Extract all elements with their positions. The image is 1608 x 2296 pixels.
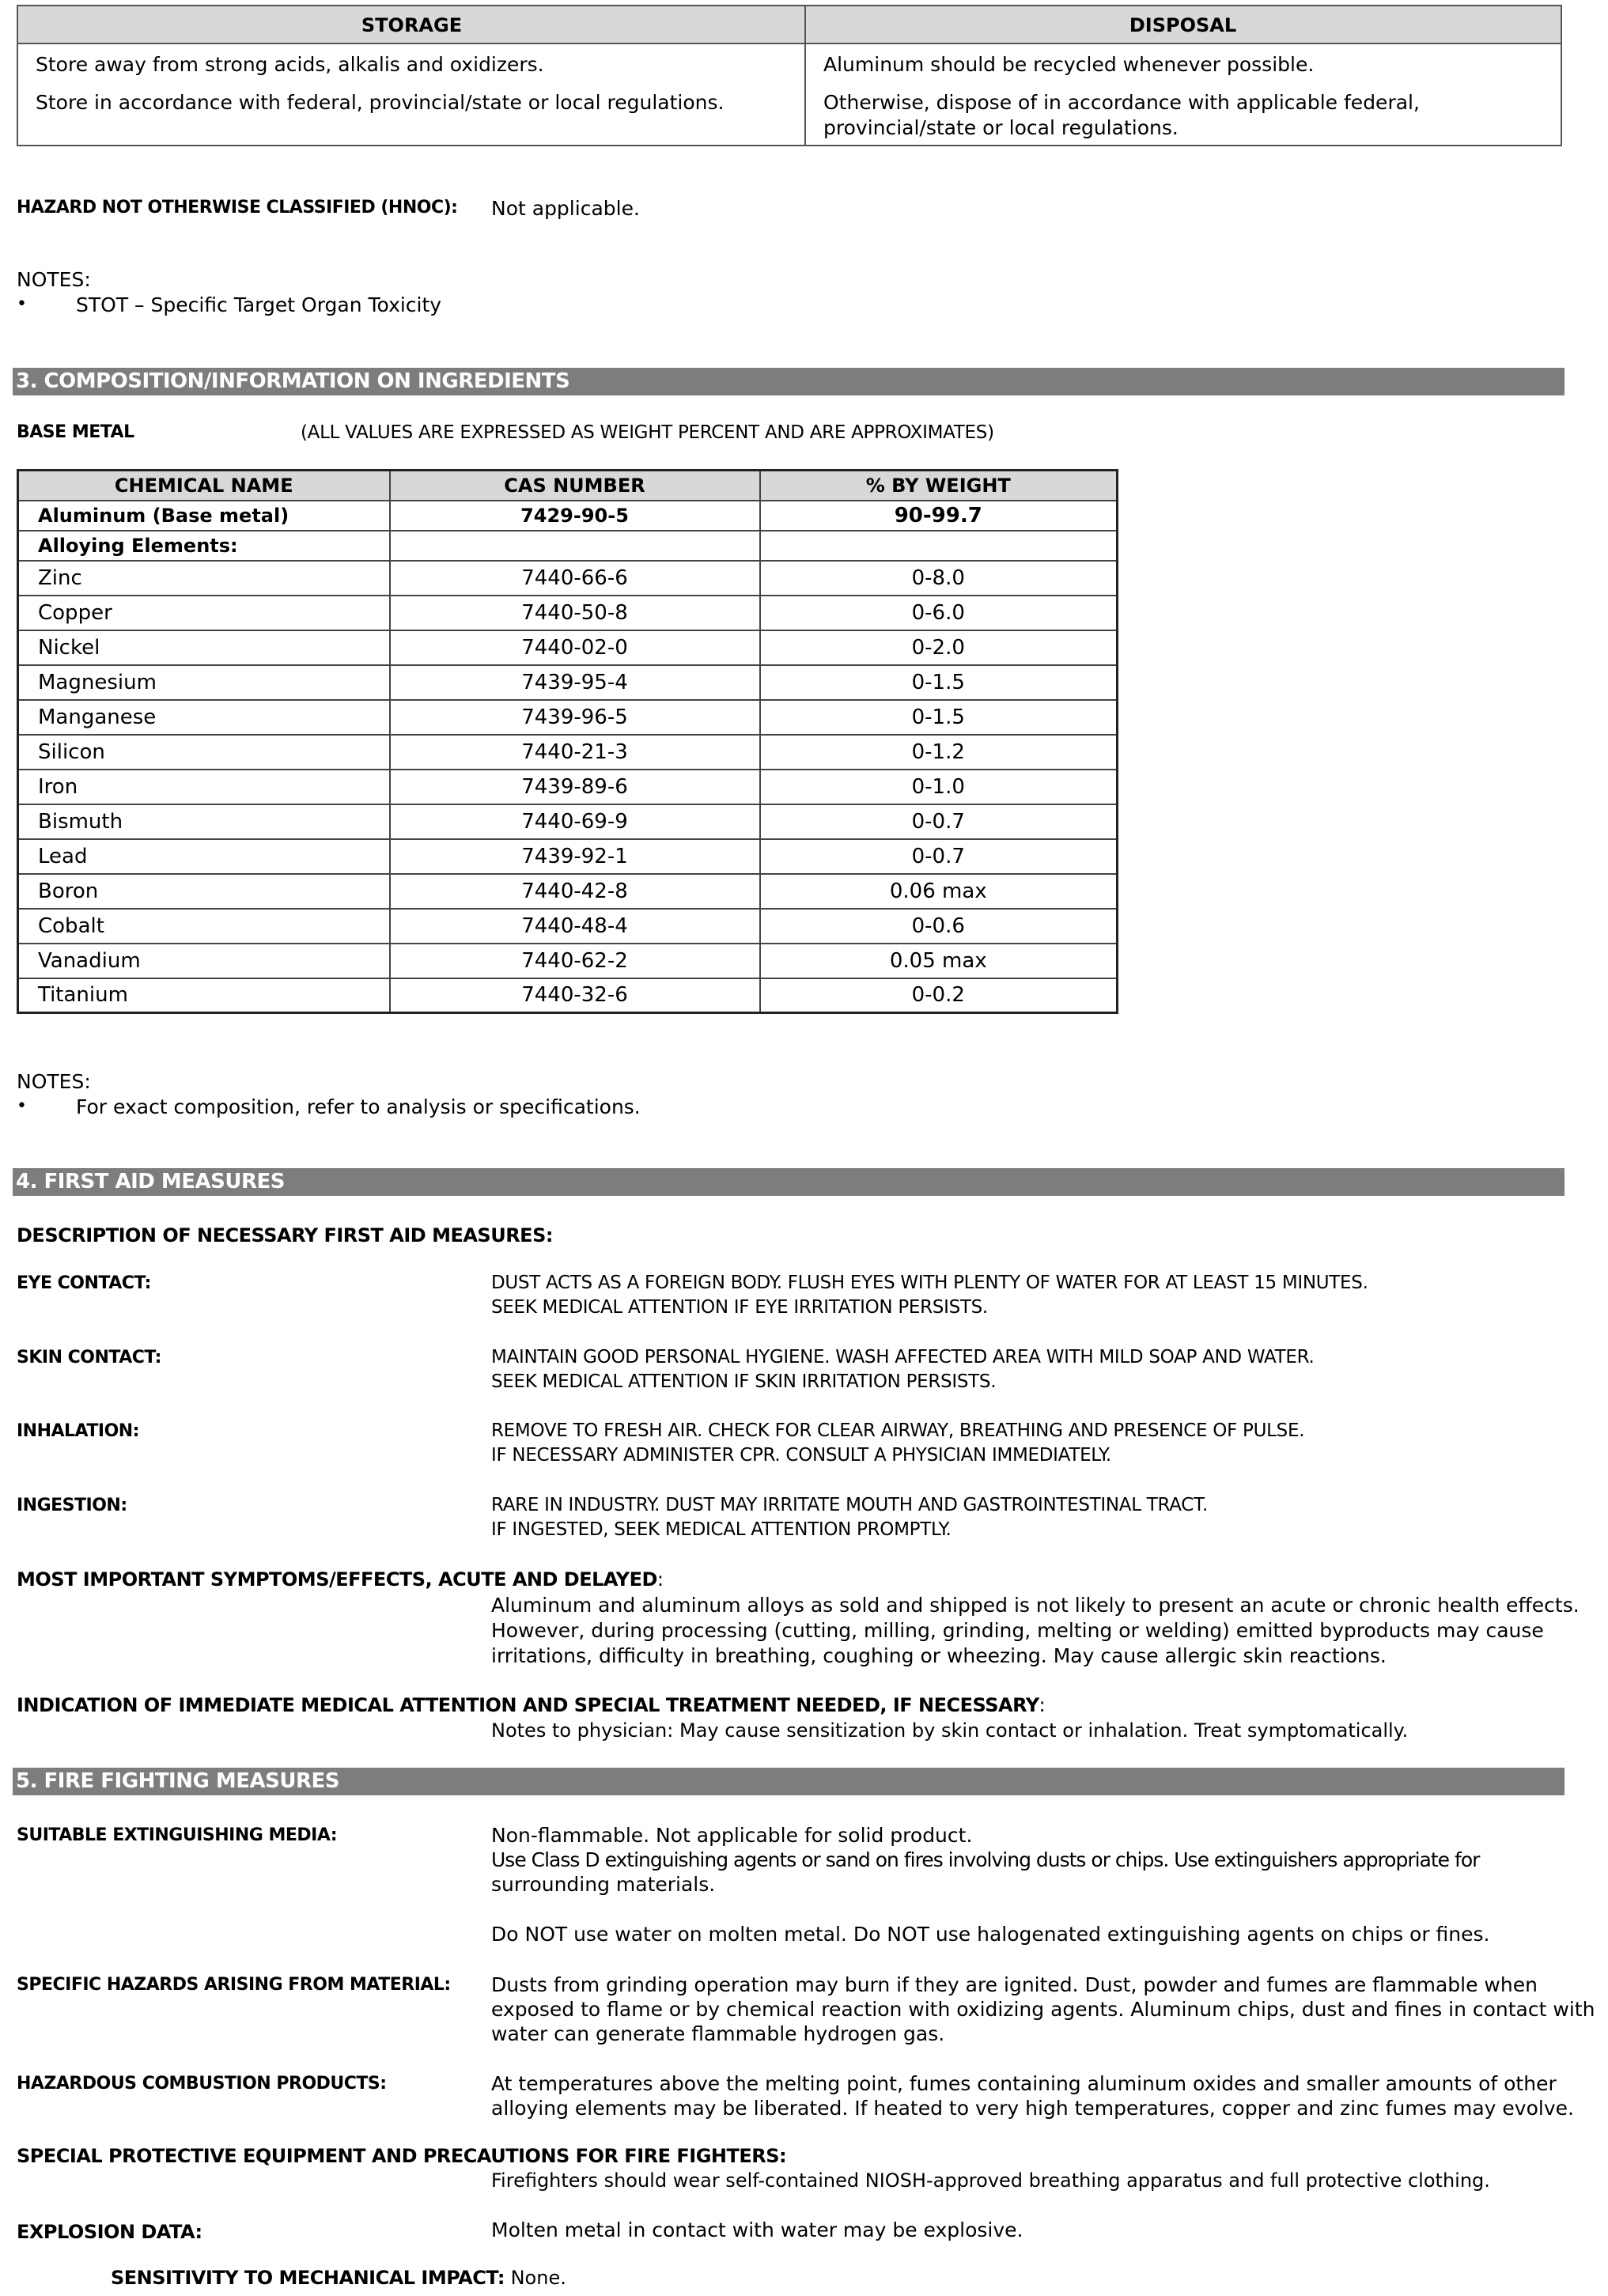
extinguishing-media-water: Do NOT use water on molten metal. Do NOT use halogenated extinguishing agents on chips or fines. bbox=[491, 1923, 1490, 1946]
chemical-name: Cobalt bbox=[18, 909, 390, 944]
weight-percent: 90-99.7 bbox=[760, 501, 1118, 531]
chemical-name: Manganese bbox=[18, 700, 390, 735]
symptoms-colon: : bbox=[656, 1568, 664, 1591]
cas-number: 7440-50-8 bbox=[390, 596, 760, 630]
table-row bbox=[18, 804, 1118, 839]
weight-percent: 0-1.0 bbox=[760, 770, 1118, 804]
table-row bbox=[18, 665, 1118, 700]
cas-number: 7439-89-6 bbox=[390, 770, 760, 804]
specific-hazards-text: exposed to flame or by chemical reaction with oxidizing agents. Aluminum chips, dust and fines in contact with bbox=[491, 1998, 1595, 2021]
chemical-name: Vanadium bbox=[18, 944, 390, 978]
chemical-name: Magnesium bbox=[18, 665, 390, 700]
alloying-label: Alloying Elements: bbox=[18, 531, 390, 561]
empty-cell bbox=[390, 531, 760, 561]
table-row bbox=[18, 978, 1118, 1013]
section-4-header: 4. FIRST AID MEASURES bbox=[13, 1168, 1564, 1196]
explosion-data-label: EXPLOSION DATA: bbox=[17, 2221, 202, 2243]
weight-percent: 0-0.7 bbox=[760, 839, 1118, 874]
chemical-name: Zinc bbox=[18, 561, 390, 596]
ingestion-label: INGESTION: bbox=[17, 1496, 127, 1515]
ppe-text: Firefighters should wear self-contained NIOSH-approved breathing apparatus and full protective clothing. bbox=[491, 2169, 1490, 2192]
chemical-name: Titanium bbox=[18, 978, 390, 1013]
column-header: % BY WEIGHT bbox=[760, 471, 1118, 501]
extinguishing-media-label: SUITABLE EXTINGUISHING MEDIA: bbox=[17, 1825, 338, 1845]
explosion-data-text: Molten metal in contact with water may be explosive. bbox=[491, 2218, 1023, 2241]
table-row bbox=[18, 944, 1118, 978]
storage-header: STORAGE bbox=[18, 6, 805, 44]
table-row bbox=[18, 630, 1118, 665]
bullet-icon: • bbox=[17, 294, 27, 314]
weight-percent: 0-0.7 bbox=[760, 804, 1118, 839]
weight-percent: 0.06 max bbox=[760, 874, 1118, 909]
composition-table bbox=[17, 469, 1118, 1014]
hnoc-label: HAZARD NOT OTHERWISE CLASSIFIED (HNOC): bbox=[17, 198, 458, 217]
disposal-line: Otherwise, dispose of in accordance with applicable federal, bbox=[823, 91, 1420, 114]
first-aid-subheading: DESCRIPTION OF NECESSARY FIRST AID MEASURES: bbox=[17, 1224, 553, 1246]
base-metal-note: (ALL VALUES ARE EXPRESSED AS WEIGHT PERCENT AND ARE APPROXIMATES) bbox=[301, 422, 994, 443]
weight-percent: 0-0.2 bbox=[760, 978, 1118, 1013]
weight-percent: 0-6.0 bbox=[760, 596, 1118, 630]
ingestion-text: RARE IN INDUSTRY. DUST MAY IRRITATE MOUTH AND GASTROINTESTINAL TRACT. bbox=[491, 1495, 1209, 1515]
table-row bbox=[18, 596, 1118, 630]
empty-cell bbox=[760, 531, 1118, 561]
inhalation-text: IF NECESSARY ADMINISTER CPR. CONSULT A PHYSICIAN IMMEDIATELY. bbox=[491, 1445, 1111, 1466]
extinguishing-media-text: surrounding materials. bbox=[491, 1873, 716, 1896]
disposal-line: Aluminum should be recycled whenever possible. bbox=[823, 53, 1315, 76]
section-3-header: 3. COMPOSITION/INFORMATION ON INGREDIENTS bbox=[13, 368, 1564, 395]
weight-percent: 0.05 max bbox=[760, 944, 1118, 978]
cas-number: 7440-02-0 bbox=[390, 630, 760, 665]
storage-line: Store away from strong acids, alkalis and oxidizers. bbox=[36, 53, 544, 76]
table-row bbox=[18, 909, 1118, 944]
table-row bbox=[18, 735, 1118, 770]
cas-number: 7439-95-4 bbox=[390, 665, 760, 700]
weight-percent: 0-1.2 bbox=[760, 735, 1118, 770]
indication-text: Notes to physician: May cause sensitization by skin contact or inhalation. Treat symptomatically. bbox=[491, 1719, 1409, 1742]
cas-number: 7439-96-5 bbox=[390, 700, 760, 735]
skin-contact-text: MAINTAIN GOOD PERSONAL HYGIENE. WASH AFFECTED AREA WITH MILD SOAP AND WATER. bbox=[491, 1347, 1315, 1367]
chemical-name: Copper bbox=[18, 596, 390, 630]
chemical-name: Iron bbox=[18, 770, 390, 804]
column-header: CAS NUMBER bbox=[390, 471, 760, 501]
cas-number: 7440-69-9 bbox=[390, 804, 760, 839]
combustion-products-text: alloying elements may be liberated. If heated to very high temperatures, copper and zinc fumes may evolve. bbox=[491, 2097, 1574, 2120]
cas-number: 7440-42-8 bbox=[390, 874, 760, 909]
notes-label: NOTES: bbox=[17, 268, 91, 291]
sensitivity-value: None. bbox=[504, 2267, 566, 2289]
cas-number: 7440-62-2 bbox=[390, 944, 760, 978]
storage-disposal-table bbox=[17, 5, 1562, 146]
hnoc-value: Not applicable. bbox=[491, 197, 640, 220]
section-5-header: 5. FIRE FIGHTING MEASURES bbox=[13, 1768, 1564, 1795]
table-row bbox=[18, 770, 1118, 804]
skin-contact-text: SEEK MEDICAL ATTENTION IF SKIN IRRITATION PERSISTS. bbox=[491, 1371, 997, 1392]
symptoms-text: However, during processing (cutting, milling, grinding, melting or welding) emitted byproducts may cause bbox=[491, 1619, 1544, 1642]
chemical-name: Boron bbox=[18, 874, 390, 909]
symptoms-heading bbox=[17, 1568, 664, 1591]
symptoms-label: MOST IMPORTANT SYMPTOMS/EFFECTS, ACUTE AND DELAYED bbox=[17, 1568, 657, 1591]
extinguishing-media-text: Use Class D extinguishing agents or sand on fires involving dusts or chips. Use extinguishers appropriate for bbox=[491, 1848, 1480, 1871]
chemical-name: Aluminum (Base metal) bbox=[18, 501, 390, 531]
storage-line: Store in accordance with federal, provincial/state or local regulations. bbox=[36, 91, 725, 114]
combustion-products-text: At temperatures above the melting point, fumes containing aluminum oxides and smaller amounts of other bbox=[491, 2072, 1557, 2095]
indication-heading bbox=[17, 1694, 1046, 1716]
cas-number: 7440-21-3 bbox=[390, 735, 760, 770]
indication-colon: : bbox=[1039, 1694, 1046, 1716]
table-row bbox=[18, 839, 1118, 874]
cas-number: 7440-48-4 bbox=[390, 909, 760, 944]
symptoms-text: irritations, difficulty in breathing, coughing or wheezing. May cause allergic skin reactions. bbox=[491, 1644, 1387, 1667]
indication-label: INDICATION OF IMMEDIATE MEDICAL ATTENTION AND SPECIAL TREATMENT NEEDED, IF NECESSARY bbox=[17, 1694, 1039, 1716]
table-row bbox=[18, 501, 1118, 531]
specific-hazards-text: Dusts from grinding operation may burn if they are ignited. Dust, powder and fumes are flammable when bbox=[491, 1973, 1538, 1996]
notes-label: NOTES: bbox=[17, 1070, 91, 1093]
ingestion-text: IF INGESTED, SEEK MEDICAL ATTENTION PROMPTLY. bbox=[491, 1519, 952, 1540]
sensitivity-line bbox=[111, 2267, 566, 2289]
cas-number: 7429-90-5 bbox=[390, 501, 760, 531]
combustion-products-label: HAZARDOUS COMBUSTION PRODUCTS: bbox=[17, 2074, 387, 2094]
table-row bbox=[18, 561, 1118, 596]
weight-percent: 0-2.0 bbox=[760, 630, 1118, 665]
base-metal-label: BASE METAL bbox=[17, 422, 134, 442]
symptoms-text: Aluminum and aluminum alloys as sold and shipped is not likely to present an acute or chronic health effects. bbox=[491, 1594, 1580, 1617]
eye-contact-label: EYE CONTACT: bbox=[17, 1273, 151, 1293]
weight-percent: 0-8.0 bbox=[760, 561, 1118, 596]
cas-number: 7439-92-1 bbox=[390, 839, 760, 874]
specific-hazards-text: water can generate flammable hydrogen gas. bbox=[491, 2022, 945, 2045]
weight-percent: 0-1.5 bbox=[760, 700, 1118, 735]
cas-number: 7440-66-6 bbox=[390, 561, 760, 596]
cas-number: 7440-32-6 bbox=[390, 978, 760, 1013]
sensitivity-label: SENSITIVITY TO MECHANICAL IMPACT: bbox=[111, 2267, 505, 2289]
notes-item: STOT – Specific Target Organ Toxicity bbox=[76, 293, 442, 316]
chemical-name: Silicon bbox=[18, 735, 390, 770]
notes-item: For exact composition, refer to analysis or specifications. bbox=[76, 1095, 641, 1118]
disposal-line: provincial/state or local regulations. bbox=[823, 116, 1179, 139]
weight-percent: 0-1.5 bbox=[760, 665, 1118, 700]
table-row bbox=[18, 531, 1118, 561]
bullet-icon: • bbox=[17, 1096, 27, 1116]
table-row bbox=[18, 700, 1118, 735]
chemical-name: Nickel bbox=[18, 630, 390, 665]
chemical-name: Lead bbox=[18, 839, 390, 874]
table-row bbox=[18, 874, 1118, 909]
chemical-name: Bismuth bbox=[18, 804, 390, 839]
skin-contact-label: SKIN CONTACT: bbox=[17, 1348, 161, 1367]
eye-contact-text: DUST ACTS AS A FOREIGN BODY. FLUSH EYES WITH PLENTY OF WATER FOR AT LEAST 15 MINUTES. bbox=[491, 1273, 1368, 1293]
inhalation-label: INHALATION: bbox=[17, 1421, 139, 1441]
table-divider bbox=[804, 6, 806, 145]
eye-contact-text: SEEK MEDICAL ATTENTION IF EYE IRRITATION PERSISTS. bbox=[491, 1297, 988, 1318]
column-header: CHEMICAL NAME bbox=[18, 471, 390, 501]
inhalation-text: REMOVE TO FRESH AIR. CHECK FOR CLEAR AIRWAY, BREATHING AND PRESENCE OF PULSE. bbox=[491, 1420, 1305, 1441]
extinguishing-media-text: Non-flammable. Not applicable for solid product. bbox=[491, 1824, 973, 1847]
disposal-header: DISPOSAL bbox=[805, 6, 1561, 44]
ppe-label: SPECIAL PROTECTIVE EQUIPMENT AND PRECAUTIONS FOR FIRE FIGHTERS: bbox=[17, 2145, 787, 2167]
weight-percent: 0-0.6 bbox=[760, 909, 1118, 944]
specific-hazards-label: SPECIFIC HAZARDS ARISING FROM MATERIAL: bbox=[17, 1975, 451, 1995]
